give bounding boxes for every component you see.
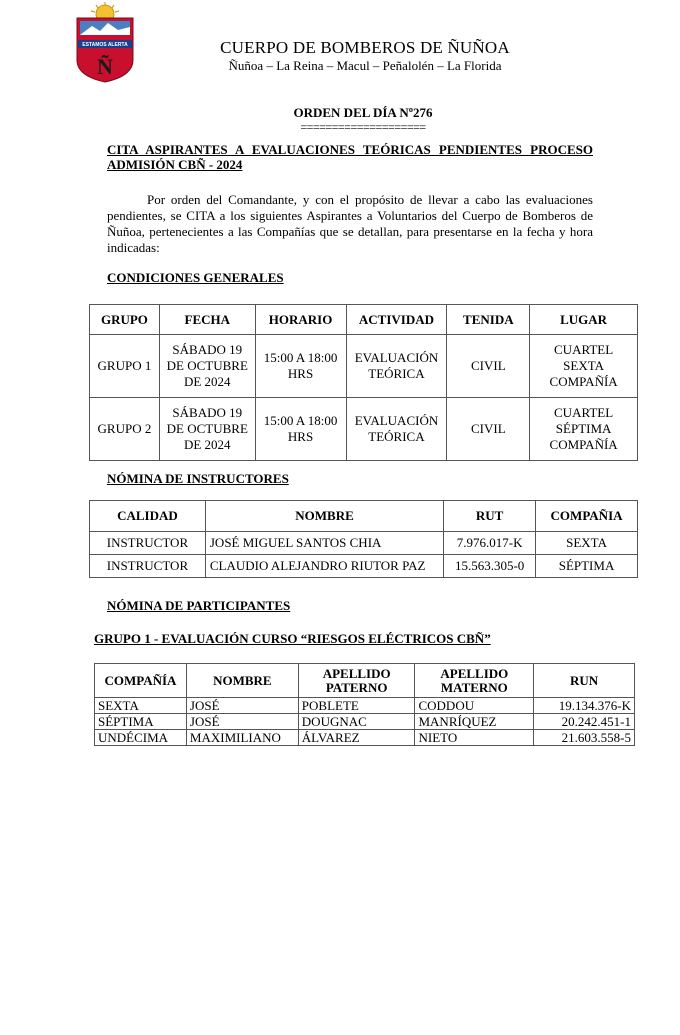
schedule-cell: 15:00 A 18:00 HRS (255, 398, 346, 461)
date-cell: SÁBADO 19 DE OCTUBRE DE 2024 (159, 335, 255, 398)
group-cell: GRUPO 1 (90, 335, 160, 398)
company-cell: SÉPTIMA (536, 555, 638, 578)
role-cell: INSTRUCTOR (90, 532, 206, 555)
conditions-section-title: CONDICIONES GENERALES (107, 270, 284, 285)
conditions-header-row (90, 305, 638, 335)
first-name-cell: MAXIMILIANO (186, 730, 298, 746)
paternal-surname-cell: ÁLVAREZ (298, 730, 415, 746)
conditions-header-cell: GRUPO (90, 305, 160, 335)
instructors-section-title: NÓMINA DE INSTRUCTORES (107, 471, 289, 486)
date-cell: SÁBADO 19 DE OCTUBRE DE 2024 (159, 398, 255, 461)
rut-cell: 15.563.305-0 (444, 555, 536, 578)
conditions-header-cell: LUGAR (530, 305, 638, 335)
location-cell: CUARTEL SEXTA COMPAÑÍA (530, 335, 638, 398)
instructors-header-cell: CALIDAD (90, 501, 206, 532)
maternal-surname-cell: NIETO (415, 730, 534, 746)
rut-cell: 7.976.017-K (444, 532, 536, 555)
conditions-table (89, 304, 638, 461)
role-cell: INSTRUCTOR (90, 555, 206, 578)
run-cell: 19.134.376-K (534, 698, 635, 714)
company-cell: SEXTA (536, 532, 638, 555)
paternal-surname-cell: DOUGNAC (298, 714, 415, 730)
activity-cell: EVALUACIÓN TEÓRICA (346, 398, 447, 461)
company-cell: SÉPTIMA (95, 714, 187, 730)
participants-header-cell: APELLIDO PATERNO (298, 664, 415, 698)
instructors-header-cell: RUT (444, 501, 536, 532)
group-cell: GRUPO 2 (90, 398, 160, 461)
order-title: ORDEN DEL DÍA Nº276 (293, 105, 433, 120)
participants-header-row (95, 664, 635, 698)
table-row (95, 698, 635, 714)
participants-table (94, 663, 635, 746)
name-cell: CLAUDIO ALEJANDRO RIUTOR PAZ (205, 555, 443, 578)
schedule-cell: 15:00 A 18:00 HRS (255, 335, 346, 398)
first-name-cell: JOSÉ (186, 714, 298, 730)
instructors-table (89, 500, 638, 578)
crest-banner-text: ESTAMOS ALERTA (82, 42, 128, 48)
crest-logo-icon (74, 2, 136, 84)
instructors-header-cell: NOMBRE (205, 501, 443, 532)
participants-group-title: GRUPO 1 - EVALUACIÓN CURSO “RIESGOS ELÉCTRICOS CBÑ” (94, 631, 491, 646)
instructors-header-row (90, 501, 638, 532)
table-row (90, 398, 638, 461)
run-cell: 20.242.451-1 (534, 714, 635, 730)
table-row (90, 532, 638, 555)
maternal-surname-cell: MANRÍQUEZ (415, 714, 534, 730)
participants-header-cell: APELLIDO MATERNO (415, 664, 534, 698)
crest-letter: Ñ (97, 54, 113, 79)
location-cell: CUARTEL SÉPTIMA COMPAÑÍA (530, 398, 638, 461)
paternal-surname-cell: POBLETE (298, 698, 415, 714)
participants-header-cell: RUN (534, 664, 635, 698)
company-cell: UNDÉCIMA (95, 730, 187, 746)
first-name-cell: JOSÉ (186, 698, 298, 714)
participants-header-cell: COMPAÑÍA (95, 664, 187, 698)
organization-name: CUERPO DE BOMBEROS DE ÑUÑOA (220, 38, 510, 57)
order-title-rule: ==================== (300, 120, 426, 134)
activity-cell: EVALUACIÓN TEÓRICA (346, 335, 447, 398)
conditions-header-cell: ACTIVIDAD (346, 305, 447, 335)
participants-header-cell: NOMBRE (186, 664, 298, 698)
participants-section-title: NÓMINA DE PARTICIPANTES (107, 598, 291, 613)
table-row (95, 730, 635, 746)
table-row (90, 555, 638, 578)
instructors-header-cell: COMPAÑIA (536, 501, 638, 532)
organization-subtitle: Ñuñoa – La Reina – Macul – Peñalolén – La Florida (228, 58, 502, 73)
conditions-header-cell: HORARIO (255, 305, 346, 335)
attire-cell: CIVIL (447, 398, 530, 461)
conditions-header-cell: TENIDA (447, 305, 530, 335)
attire-cell: CIVIL (447, 335, 530, 398)
name-cell: JOSÉ MIGUEL SANTOS CHIA (205, 532, 443, 555)
company-cell: SEXTA (95, 698, 187, 714)
intro-paragraph: Por orden del Comandante, y con el propósito de llevar a cabo las evaluaciones pendientes, se CITA a los siguientes Aspirantes a Voluntarios del Cuerpo de Bomberos de Ñuñoa, pertenecientes a las Compañías que se detallan, para presentarse en la fecha y hora indicadas: (107, 192, 593, 255)
conditions-header-cell: FECHA (159, 305, 255, 335)
table-row (90, 335, 638, 398)
maternal-surname-cell: CODDOU (415, 698, 534, 714)
run-cell: 21.603.558-5 (534, 730, 635, 746)
document-subject: CITA ASPIRANTES A EVALUACIONES TEÓRICAS PENDIENTES PROCESO ADMISIÓN CBÑ - 2024 (107, 142, 593, 172)
table-row (95, 714, 635, 730)
